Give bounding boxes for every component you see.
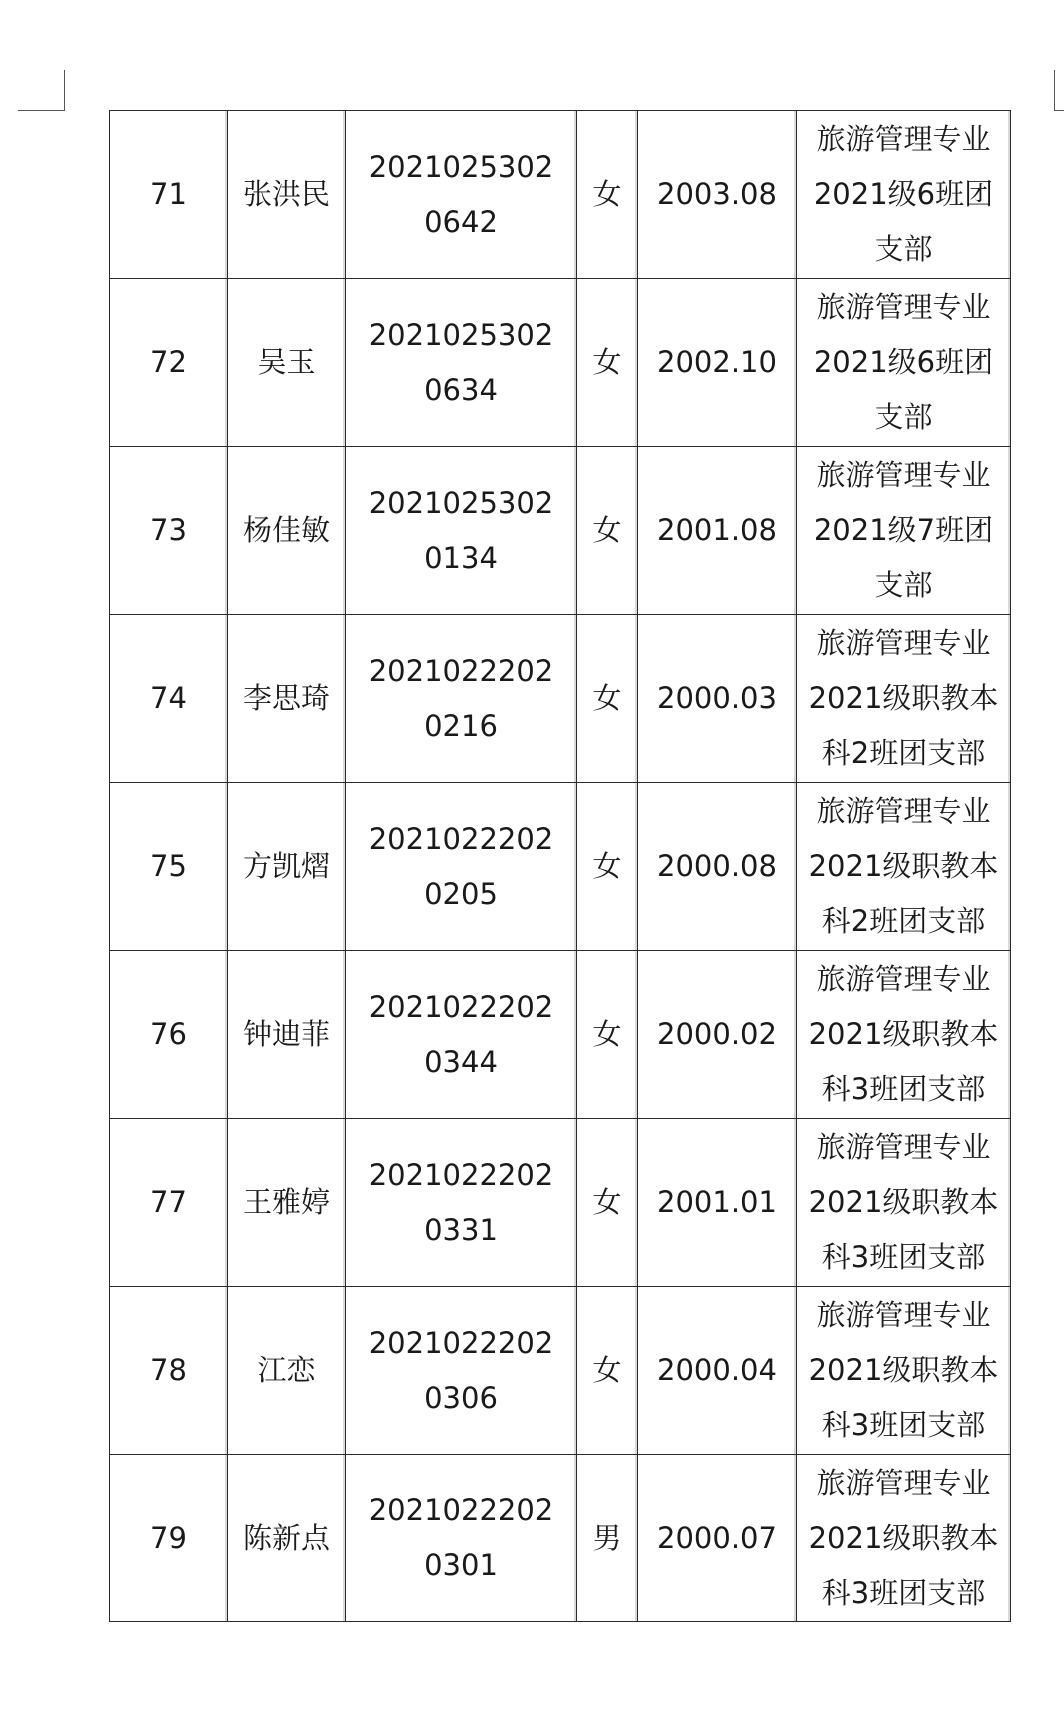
student-id-cell <box>345 446 576 614</box>
gender-cell: 女 <box>576 782 637 950</box>
student-id-text: 20210222020205 <box>368 821 554 911</box>
seq-cell: 77 <box>109 1118 227 1286</box>
seq-cell: 73 <box>109 446 227 614</box>
name-cell: 吴玉 <box>227 278 345 446</box>
branch-text: 旅游管理专业2021级6班团支部 <box>813 290 994 434</box>
branch-text: 旅游管理专业2021级职教本科2班团支部 <box>808 794 999 938</box>
seq-cell: 72 <box>109 278 227 446</box>
gender-cell: 女 <box>576 278 637 446</box>
student-id-cell <box>345 1454 576 1622</box>
branch-text: 旅游管理专业2021级职教本科3班团支部 <box>808 1298 999 1442</box>
branch-cell <box>796 614 1011 782</box>
gender-cell: 女 <box>576 1118 637 1286</box>
name-cell: 钟迪菲 <box>227 950 345 1118</box>
branch-cell <box>796 950 1011 1118</box>
student-id-cell <box>345 950 576 1118</box>
branch-text: 旅游管理专业2021级职教本科3班团支部 <box>808 1130 999 1274</box>
crop-mark-top-right <box>1054 70 1064 111</box>
seq-cell: 71 <box>109 110 227 278</box>
birth-date-cell: 2001.01 <box>637 1118 796 1286</box>
name-cell: 李思琦 <box>227 614 345 782</box>
gender-cell: 女 <box>576 614 637 782</box>
student-id-cell <box>345 782 576 950</box>
seq-cell: 79 <box>109 1454 227 1622</box>
birth-date-cell: 2000.07 <box>637 1454 796 1622</box>
branch-cell <box>796 110 1011 278</box>
seq-cell: 75 <box>109 782 227 950</box>
student-id-text: 20210222020216 <box>368 653 554 743</box>
name-cell: 张洪民 <box>227 110 345 278</box>
student-id-cell <box>345 278 576 446</box>
birth-date-cell: 2003.08 <box>637 110 796 278</box>
student-id-cell <box>345 1286 576 1454</box>
branch-cell <box>796 1454 1011 1622</box>
branch-text: 旅游管理专业2021级职教本科3班团支部 <box>808 962 999 1106</box>
branch-cell <box>796 782 1011 950</box>
table-row <box>109 278 1011 446</box>
student-id-cell <box>345 1118 576 1286</box>
gender-cell: 女 <box>576 110 637 278</box>
gender-cell: 女 <box>576 1286 637 1454</box>
branch-text: 旅游管理专业2021级6班团支部 <box>813 122 994 266</box>
name-cell: 方凯熠 <box>227 782 345 950</box>
student-id-text: 20210222020301 <box>368 1493 554 1582</box>
branch-cell <box>796 1286 1011 1454</box>
student-id-text: 20210222020344 <box>368 989 554 1079</box>
birth-date-cell: 2000.04 <box>637 1286 796 1454</box>
seq-cell: 76 <box>109 950 227 1118</box>
name-cell: 陈新点 <box>227 1454 345 1622</box>
branch-cell <box>796 1118 1011 1286</box>
gender-cell: 男 <box>576 1454 637 1622</box>
seq-cell: 78 <box>109 1286 227 1454</box>
table-row <box>109 1118 1011 1286</box>
student-id-text: 20210222020306 <box>368 1325 554 1415</box>
gender-cell: 女 <box>576 950 637 1118</box>
birth-date-cell: 2001.08 <box>637 446 796 614</box>
student-id-cell <box>345 110 576 278</box>
student-id-text: 20210253020642 <box>368 149 554 239</box>
table-row <box>109 110 1011 278</box>
branch-text: 旅游管理专业2021级职教本科2班团支部 <box>808 626 999 770</box>
name-cell: 江恋 <box>227 1286 345 1454</box>
birth-date-cell: 2000.03 <box>637 614 796 782</box>
birth-date-cell: 2000.02 <box>637 950 796 1118</box>
table-row <box>109 782 1011 950</box>
name-cell: 王雅婷 <box>227 1118 345 1286</box>
crop-mark-top-left <box>18 70 65 111</box>
birth-date-cell: 2002.10 <box>637 278 796 446</box>
branch-cell <box>796 278 1011 446</box>
branch-text: 旅游管理专业2021级7班团支部 <box>813 458 994 602</box>
table-row <box>109 1286 1011 1454</box>
student-id-text: 20210222020331 <box>368 1157 554 1247</box>
student-id-text: 20210253020634 <box>368 317 554 407</box>
table-row <box>109 614 1011 782</box>
branch-cell <box>796 446 1011 614</box>
birth-date-cell: 2000.08 <box>637 782 796 950</box>
table-row <box>109 446 1011 614</box>
member-table <box>109 110 1011 1622</box>
table-row <box>109 1454 1011 1622</box>
table-row <box>109 950 1011 1118</box>
branch-text: 旅游管理专业2021级职教本科3班团支部 <box>808 1465 999 1610</box>
gender-cell: 女 <box>576 446 637 614</box>
student-id-text: 20210253020134 <box>368 485 554 575</box>
name-cell: 杨佳敏 <box>227 446 345 614</box>
student-id-cell <box>345 614 576 782</box>
seq-cell: 74 <box>109 614 227 782</box>
